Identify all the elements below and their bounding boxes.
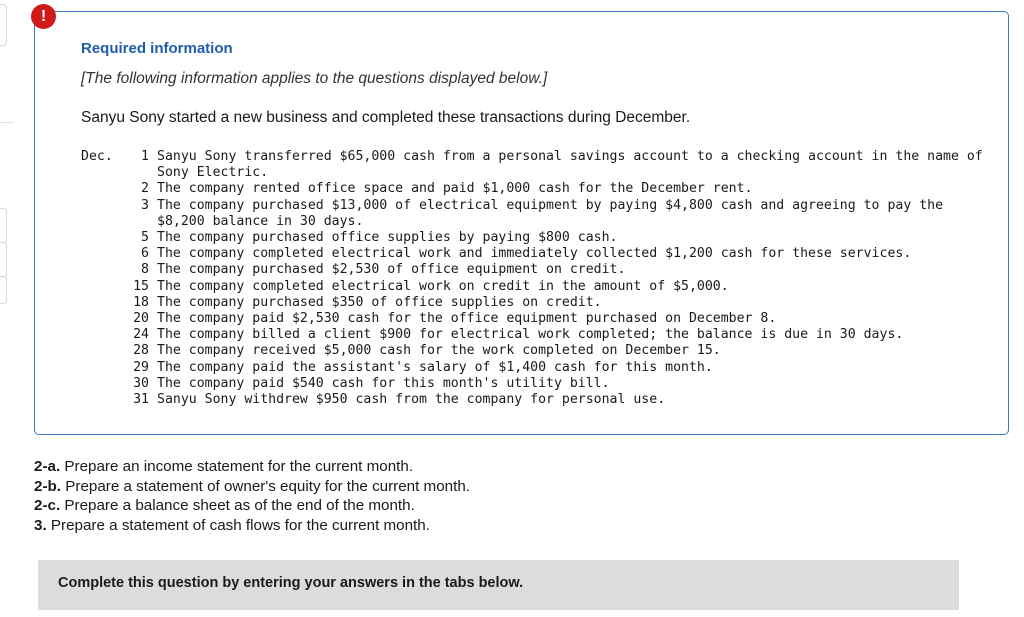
transaction-row — [81, 198, 992, 230]
question-label: 2-b. — [34, 477, 62, 495]
question-item — [34, 477, 470, 497]
applies-note: [The following information applies to the questions displayed below.] — [81, 70, 548, 87]
transaction-text: The company paid $2,530 cash for the office equipment purchased on December 8. — [157, 311, 777, 327]
transaction-day: 2 — [141, 181, 149, 197]
transaction-text: Sanyu Sony withdrew $950 cash from the company for personal use. — [157, 392, 666, 408]
transaction-row — [81, 311, 992, 327]
transaction-day: 8 — [141, 262, 149, 278]
complete-instructions-text: Complete this question by entering your answers in the tabs below. — [58, 575, 524, 591]
transaction-row — [81, 360, 992, 376]
transaction-day: 20 — [133, 311, 149, 327]
transaction-month — [81, 360, 121, 376]
edge-panel-fragment — [0, 276, 7, 304]
transaction-row — [81, 262, 992, 278]
transaction-row — [81, 392, 992, 408]
transaction-text: The company billed a client $900 for electrical work completed; the balance is due in 30 days. — [157, 327, 904, 343]
transaction-text: Sanyu Sony transferred $65,000 cash from a personal savings account to a checking account in the name of Sony Electric. — [157, 149, 983, 181]
transaction-month — [81, 230, 121, 246]
transaction-month — [81, 295, 121, 311]
transaction-day: 30 — [133, 375, 149, 391]
transaction-month — [81, 181, 121, 197]
transaction-day: 1 — [141, 149, 149, 164]
transaction-text: The company rented office space and paid $1,000 cash for the December rent. — [157, 181, 753, 197]
transaction-month — [81, 343, 121, 359]
transaction-text: The company received $5,000 cash for the work completed on December 15. — [157, 343, 721, 359]
transaction-month — [81, 376, 121, 392]
transaction-row — [81, 246, 992, 262]
transaction-row — [81, 295, 992, 311]
transaction-list — [81, 149, 992, 408]
required-info-box — [34, 11, 1009, 435]
question-item — [34, 496, 470, 516]
transaction-row — [81, 149, 992, 181]
required-info-title: Required information — [81, 40, 233, 57]
transaction-text: The company purchased office supplies by paying $800 cash. — [157, 230, 618, 246]
transaction-month — [81, 279, 121, 295]
question-text: Prepare an income statement for the current month. — [64, 458, 414, 475]
question-text: Prepare a statement of cash flows for the current month. — [50, 516, 430, 534]
transaction-day: 15 — [133, 278, 149, 294]
question-item — [34, 516, 470, 536]
transaction-month — [81, 262, 121, 278]
transaction-day: 3 — [141, 197, 149, 213]
transaction-day: 28 — [133, 343, 149, 359]
question-text: Prepare a statement of owner's equity for the current month. — [65, 477, 470, 495]
transaction-row — [81, 343, 992, 359]
edge-panel-fragment — [0, 4, 7, 46]
transaction-row — [81, 230, 992, 246]
question-label: 3. — [34, 516, 47, 534]
intro-text: Sanyu Sony started a new business and completed these transactions during December. — [81, 109, 691, 126]
question-item — [34, 457, 470, 477]
transaction-month: Dec. — [81, 149, 113, 164]
question-text: Prepare a balance sheet as of the end of the month. — [64, 497, 415, 515]
transaction-month — [81, 311, 121, 327]
transaction-text: The company purchased $2,530 of office equipment on credit. — [157, 262, 626, 278]
transaction-month — [81, 198, 121, 230]
transaction-day: 18 — [133, 294, 149, 310]
edge-divider — [0, 122, 14, 123]
transaction-text: The company completed electrical work on credit in the amount of $5,000. — [157, 278, 729, 294]
transaction-text: The company paid $540 cash for this month's utility bill. — [157, 375, 610, 391]
transaction-month — [81, 392, 121, 408]
edge-panel-fragment — [0, 242, 7, 278]
transaction-text: The company completed electrical work and immediately collected $1,200 cash for these services. — [157, 246, 912, 262]
transaction-row — [81, 181, 992, 197]
question-label: 2-c. — [34, 497, 61, 515]
edge-panel-fragment — [0, 208, 7, 244]
transaction-row — [81, 376, 992, 392]
complete-instructions-bar — [38, 560, 959, 610]
transaction-day: 6 — [141, 246, 149, 262]
transaction-day: 5 — [141, 230, 149, 246]
transaction-text: The company paid the assistant's salary of $1,400 cash for this month. — [157, 359, 713, 375]
transaction-row — [81, 327, 992, 343]
transaction-day: 31 — [133, 392, 149, 408]
transaction-row — [81, 279, 992, 295]
transaction-text: The company purchased $350 of office supplies on credit. — [157, 294, 602, 310]
transaction-text: The company purchased $13,000 of electrical equipment by paying $4,800 cash and agreeing to pay the $8,200 balance in 30 days. — [157, 197, 944, 229]
transaction-day: 29 — [133, 359, 149, 375]
transaction-month — [81, 246, 121, 262]
transaction-month — [81, 327, 121, 343]
alert-icon: ! — [31, 4, 56, 29]
question-list — [34, 457, 470, 535]
transaction-day: 24 — [133, 327, 149, 343]
question-label: 2-a. — [34, 458, 61, 475]
